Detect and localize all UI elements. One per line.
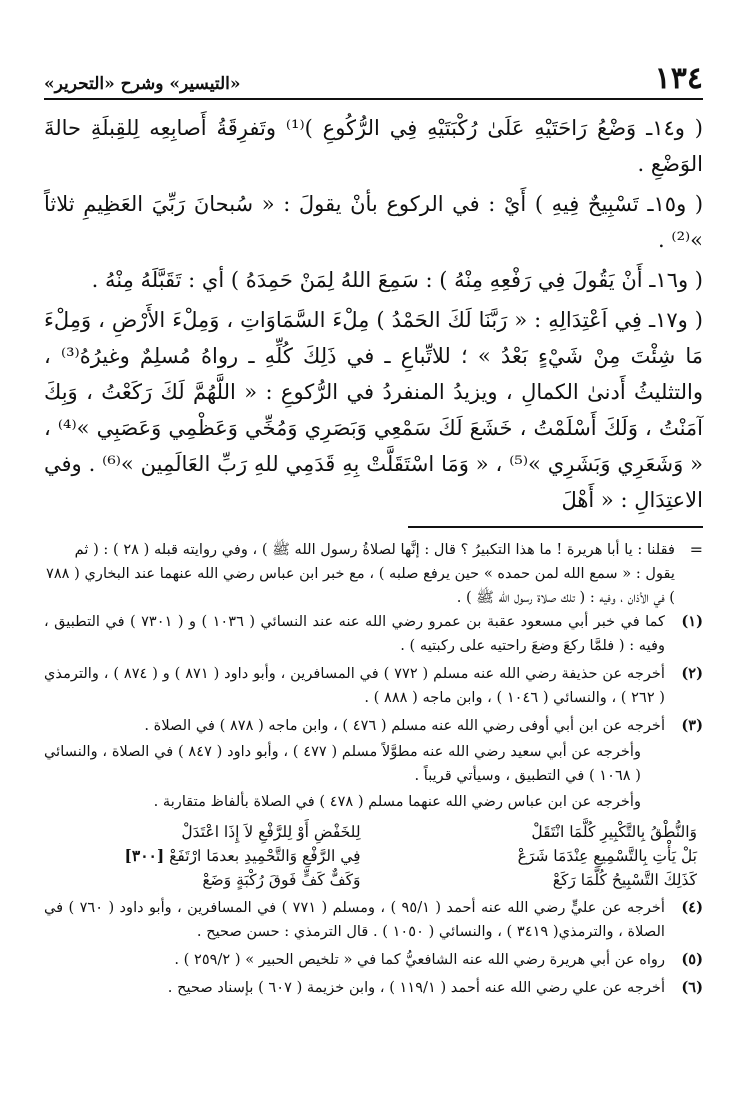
footnote-number: (٤): [681, 899, 703, 916]
poem-line: [44, 844, 703, 868]
main-paragraph: ( و١٧ـ فِي اَعْتِدَالِهِ : « رَبَّنَا لَكَ الحَمْدُ ) مِلْءَ السَّمَاوَاتِ ، وَمِلْءَ الأَرْضِ ، وَمِلْءَ مَا شِئْتَ مِنْ شَيْءٍ بَعْدُ » ؛ للاتِّباعِ ـ في ذَلِكَ كُلِّهِ ـ رواهُ مُسلِمٌ وغيرُهُ⁽³⁾ ، والتثليثُ أَدنىٰ الكمالِ ، ويزيدُ المنفردُ في الرُّكوعِ : « اللَّهُمَّ لَكَ رَكَعْتُ ، وَبِكَ آمَنْتُ ، وَلَكَ أَسْلَمْتُ ، خَشَعَ لَكَ سَمْعِي وَبَصَرِي وَمُخِّي وَعَظْمِي وَعَصَبِي »⁽⁴⁾ ، « وَشَعَرِي وَبَشَرِي »⁽⁵⁾ ، « وَمَا اسْتَقَلَّتْ بِهِ قَدَمِي للهِ رَبِّ العَالَمِين »⁽⁶⁾ . وفي الاعتِدَالِ : « أَهْلَ: [44, 308, 704, 512]
footnote-3: [44, 714, 703, 816]
footnote-text: كما في خبر أبي مسعود عقبة بن عمرو رضي الله عنه عند النسائي ( ١٠٣٦ ) و ( ٧٣٠١ ) في التطبيق ، وفيه : ( فلمَّا ركعَ وضعَ راحتيه على ركبتيه ) .: [44, 613, 665, 654]
main-paragraph: ( و١٤ـ وَضْعُ رَاحَتَيْهِ عَلَىٰ رُكْبَتَيْهِ فِي الرُّكُوعِ )⁽¹⁾ وتَفرِقَةُ أَصابِعِه لِلقِبلَةِ حالةَ الوَضْعِ .: [44, 116, 704, 176]
footnote-continuation: [44, 538, 703, 610]
footnote-1: [44, 610, 703, 660]
poem-line: [44, 868, 703, 892]
footnote-2: [44, 662, 703, 712]
footnote-separator: [408, 526, 703, 528]
main-text: [44, 110, 703, 518]
footnotes: [44, 538, 703, 1002]
footnote-text: أخرجه عن عليٍّ رضي الله عنه أحمد ( ٩٥/١ ) ، ومسلم ( ٧٧١ ) في المسافرين ، وأبو داود ( ٧٦٠ ) في الصلاة ، والترمذي( ٣٤١٩ ) ، والنسائي ( ١٠٥٠ ) . قال الترمذي : حسن صحيح .: [44, 899, 665, 940]
main-paragraph: ( و١٦ـ أَنْ يَقُولَ فِي رَفْعِهِ مِنْهُ ) : سَمِعَ اللهُ لِمَنْ حَمِدَهُ ) أي : تَقَبَّلَهُ مِنْهُ .: [91, 268, 703, 292]
poem-hemistich-right: بَلْ يَأْتِ بِالتَّسْمِيعِ عِنْدَمَا شَرَعْ: [517, 847, 697, 865]
footnote-text: رواه عن أبي هريرة رضي الله عنه الشافعيُّ كما في « تلخيص الحبير » ( ٢٥٩/٢ ) .: [174, 951, 665, 968]
poem-hemistich-right: كَذَلِكَ التَّسْبِيحُ كُلَّمَا رَكَعْ: [552, 871, 697, 889]
continuation-mark: =: [689, 540, 703, 559]
footnote-text: وأخرجه عن أبي سعيد رضي الله عنه مطوَّلاً مسلم ( ٤٧٧ ) ، وأبو داود ( ٨٤٧ ) في الصلاة ، والنسائي ( ١٠٦٨ ) في التطبيق ، وسيأتي قريباً .: [44, 743, 641, 784]
footnote-4: [44, 896, 703, 946]
page-number: ١٣٤: [654, 61, 703, 96]
poem-hemistich-left-text: فِي الرَّفْعِ وَالتَّحْمِيدِ بعدمَا ارْتَفَعْ: [169, 847, 361, 865]
footnote-6: [44, 976, 703, 1002]
footnote-text: أخرجه عن حذيفة رضي الله عنه مسلم ( ٧٧٢ ) في المسافرين ، وأبو داود ( ٨٧١ ) و ( ٨٧٤ ) ، والترمذي ( ٢٦٢ ) ، والنسائي ( ١٠٤٦ ) ، وابن ماجه ( ٨٨٨ ) .: [44, 665, 665, 706]
poem-line: [44, 820, 703, 844]
footnote-number: (٢): [681, 665, 703, 682]
poem-hemistich-right: وَالنُّطْقُ بِالتَّكْبِيرِ كُلَّمَا انْتَقَلْ: [531, 823, 697, 841]
footnote-text: وأخرجه عن ابن عباس رضي الله عنهما مسلم ( ٤٧٨ ) في الصلاة بألفاظ متقاربة .: [153, 793, 641, 810]
poem-hemistich-left: لِلخَفْضِ أَوْ لِلرَّفْعِ لاَ إِذَا اعْتَدَلْ: [181, 823, 361, 841]
main-paragraph: ( و١٥ـ تَسْبِيحٌ فِيهِ ) أَيْ : في الركوع بأنْ يقولَ : « سُبحانَ رَبِّيَ العَظِيمِ ثلاثاً »⁽²⁾ .: [44, 192, 704, 252]
poem: [44, 820, 703, 892]
footnote-number: (٦): [681, 979, 703, 996]
footnote-number: (١): [681, 613, 703, 630]
footnote-text: أخرجه عن ابن أبي أوفى رضي الله عنه مسلم ( ٤٧٦ ) ، وابن ماجه ( ٨٧٨ ) في الصلاة .: [144, 717, 665, 734]
continuation-text: فقلنا : يا أبا هريرة ! ما هذا التكبيرُ ؟ قال : إنَّها لصلاةُ رسول الله ﷺ ) ، وفي روايته قبله ( ٢٨ ) : ( ثم يقول : « سمع الله لمن حمده » حين يرفع صلبه ) ، مع خبر ابن عباس رضي الله عنهما عند البخاري ( ٧٨٨ ) في الأذان ، وفيه : ( تلك صلاة رسول الله ﷺ ) .: [45, 541, 675, 606]
poem-hemistich-left: [50, 844, 361, 868]
running-title: «التيسير» وشرح «التحرير»: [44, 74, 241, 94]
page-header: [44, 52, 703, 100]
footnote-number: (٥): [681, 951, 703, 968]
verse-number: [٣٠٠]: [124, 846, 165, 865]
footnote-5: [44, 948, 703, 974]
footnote-text: أخرجه عن علي رضي الله عنه أحمد ( ١١٩/١ ) ، وابن خزيمة ( ٦٠٧ ) بإسناد صحيح .: [167, 979, 665, 996]
poem-hemistich-left: وَكَفٌّ كَفٍّ فَوقَ رُكْبَةٍ وَضَعْ: [202, 871, 361, 889]
footnote-number: (٣): [681, 717, 703, 734]
